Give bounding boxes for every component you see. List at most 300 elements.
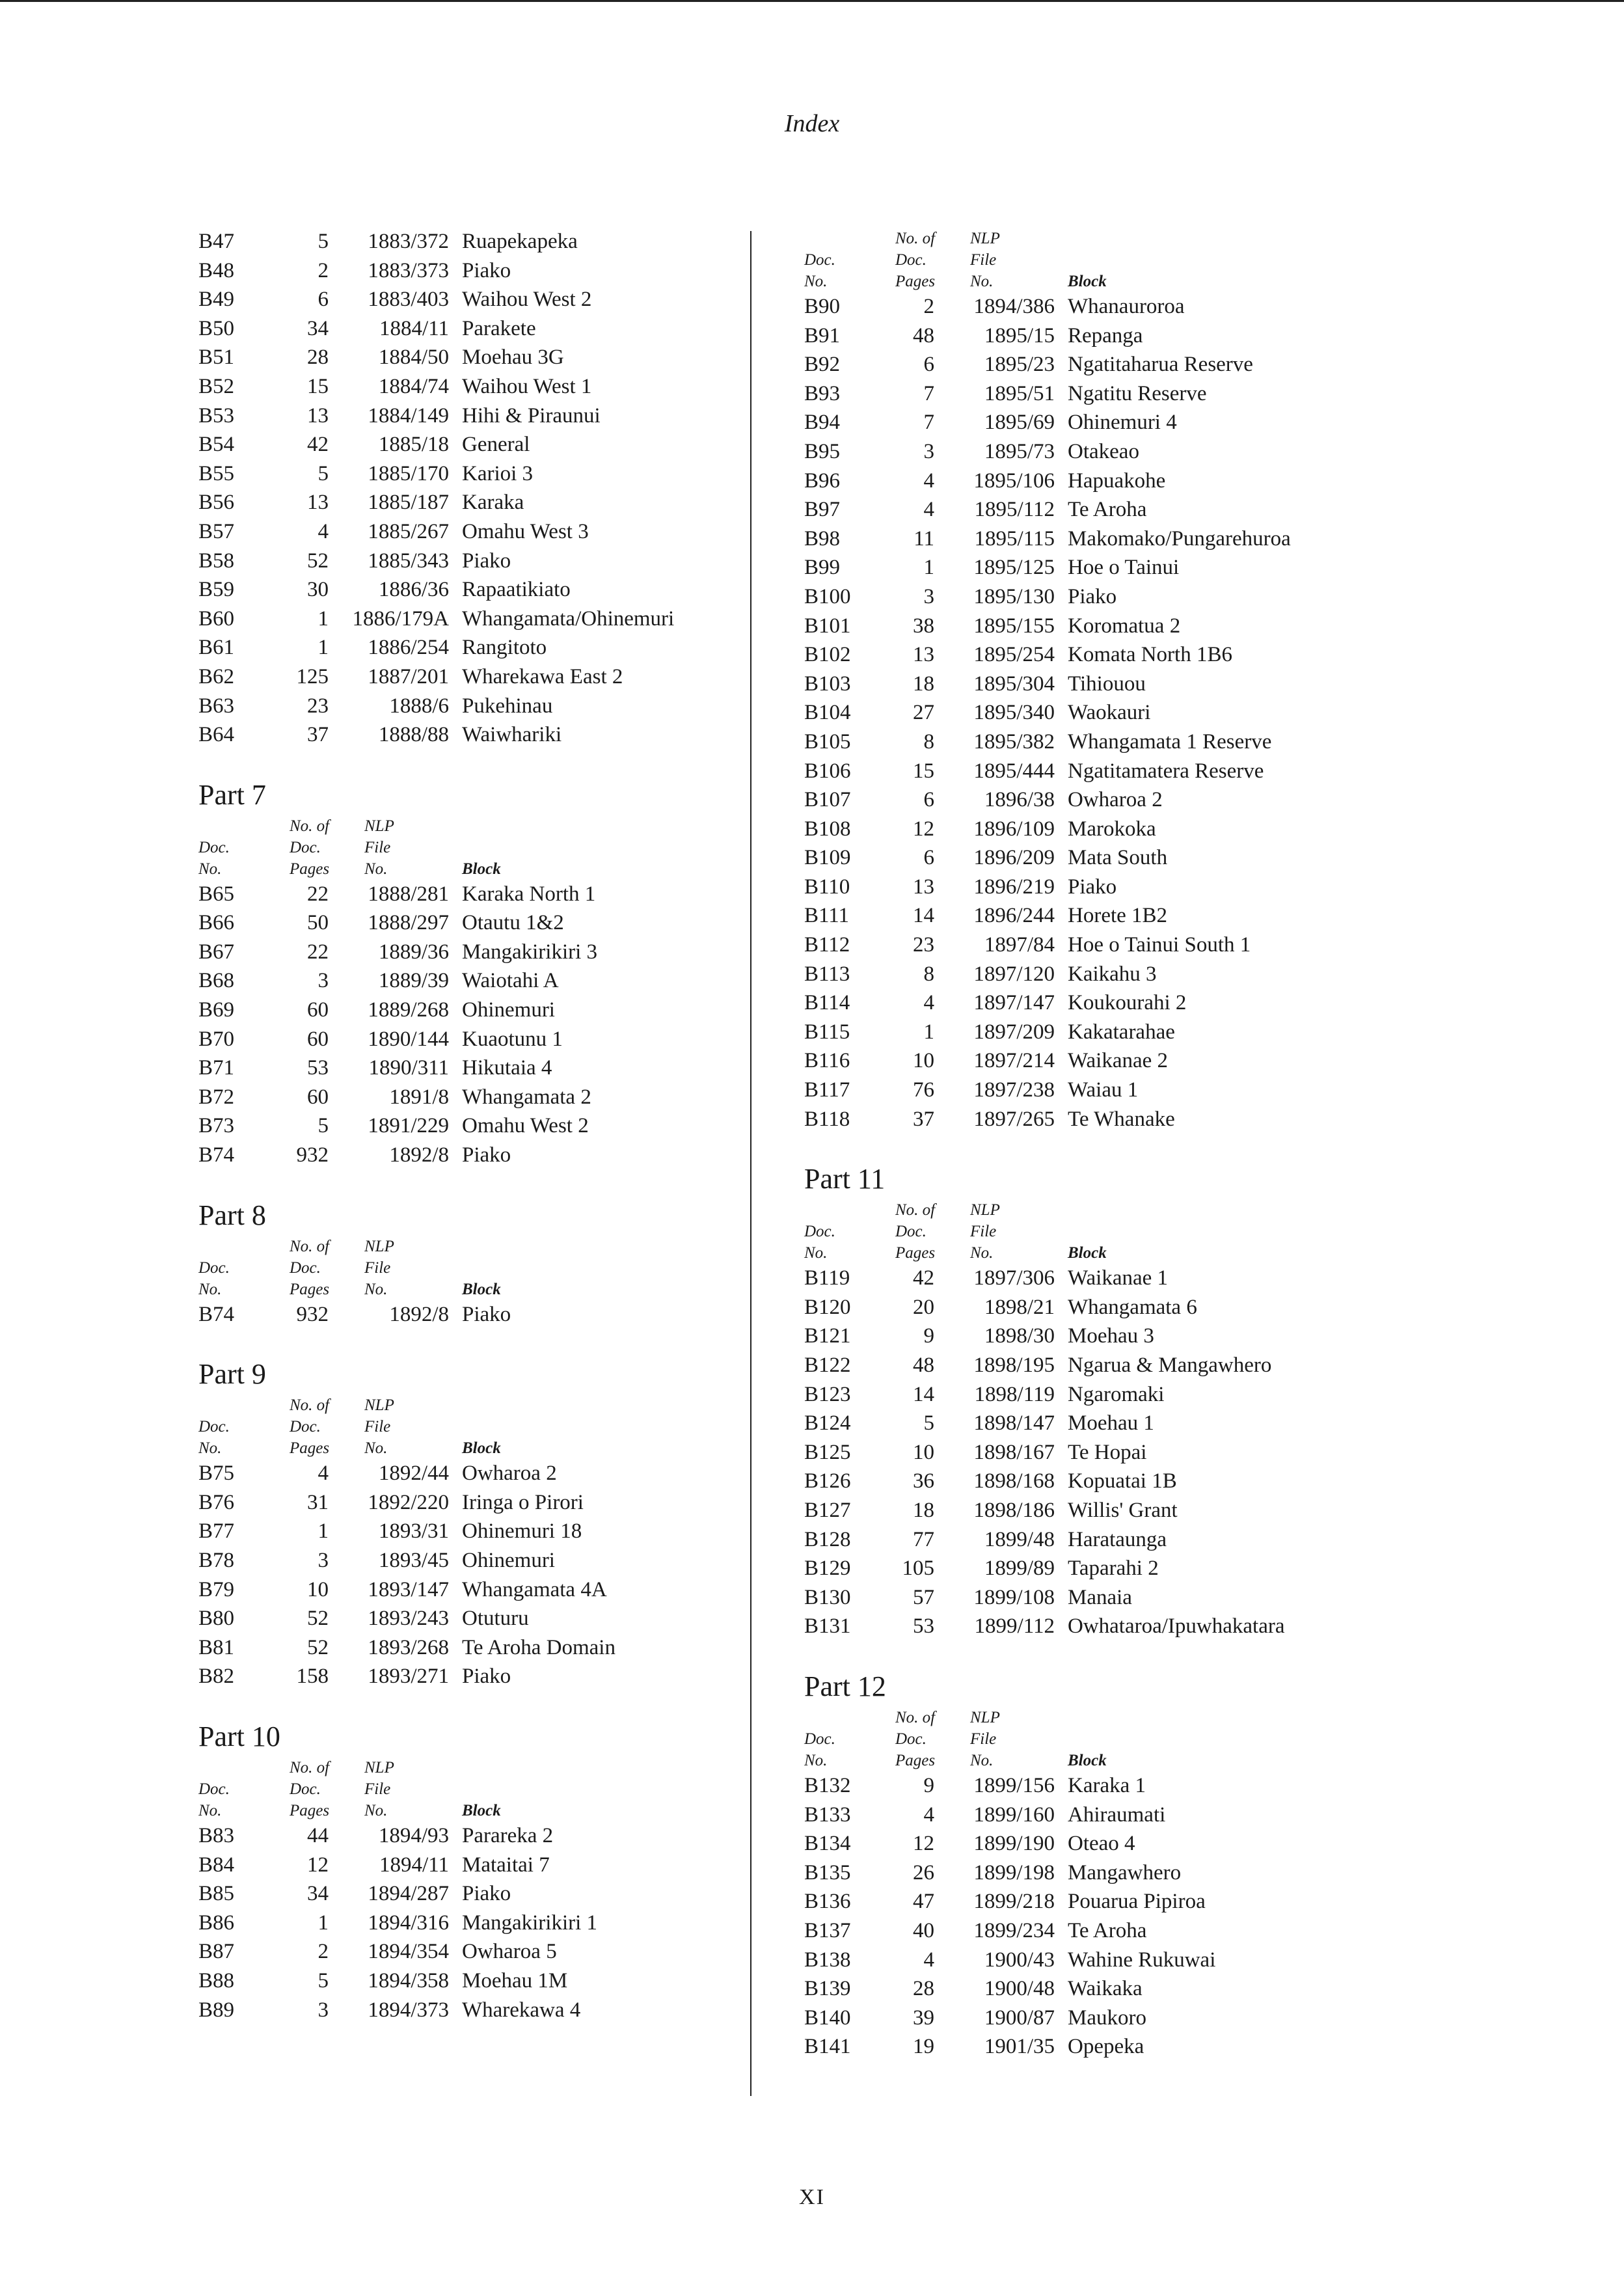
doc-no: B84 [198, 1853, 235, 1877]
header-doc-line: Doc. [198, 838, 230, 856]
table-row [198, 1937, 784, 1966]
doc-no: B82 [198, 1665, 235, 1689]
block-name: Te Whanake [1068, 1107, 1175, 1131]
nlp-file-no: 1895/73 [984, 439, 1055, 463]
nlp-file-no: 1894/386 [973, 295, 1055, 318]
block-name: Kaikahu 3 [1068, 962, 1157, 986]
doc-pages: 5 [318, 230, 329, 253]
doc-no: B81 [198, 1635, 235, 1659]
nlp-file-no: 1883/373 [368, 258, 449, 282]
doc-pages: 7 [923, 411, 934, 435]
table-row [804, 1076, 1390, 1105]
block-name: Taparahi 2 [1068, 1557, 1159, 1581]
table-row [804, 1105, 1390, 1134]
doc-pages: 13 [307, 491, 329, 515]
nlp-file-no: 1891/229 [368, 1114, 449, 1138]
doc-pages: 105 [902, 1557, 934, 1581]
table-row [198, 1054, 784, 1083]
table-row [198, 1083, 784, 1112]
doc-no: B83 [198, 1823, 235, 1847]
block-name: Rapaatikiato [462, 578, 571, 602]
column-header [198, 1756, 784, 1821]
block-name: Whanauroroa [1068, 295, 1185, 318]
nlp-file-no: 1896/219 [973, 875, 1055, 899]
table-row [804, 1046, 1390, 1076]
block-name: Kuaotunu 1 [462, 1027, 563, 1051]
doc-pages: 4 [923, 469, 934, 493]
doc-no: B80 [198, 1607, 235, 1631]
block-name: Ngatitu Reserve [1068, 381, 1207, 405]
header-nlp-file-no [970, 228, 1022, 292]
doc-no: B127 [804, 1498, 851, 1522]
block-name: Ohinemuri [462, 998, 555, 1022]
table-row [804, 1801, 1390, 1830]
doc-pages: 19 [913, 2035, 934, 2059]
doc-pages: 15 [913, 759, 934, 783]
header-nlp-file-no [364, 1395, 416, 1459]
column-header [804, 1706, 1390, 1771]
doc-no: B104 [804, 701, 851, 725]
doc-pages: 2 [923, 295, 934, 318]
header-pages-line: No. of [895, 1708, 936, 1726]
doc-no: B73 [198, 1114, 235, 1138]
nlp-file-no: 1898/168 [973, 1469, 1055, 1493]
header-doc-line: Doc. [804, 1730, 835, 1748]
doc-no: B101 [804, 614, 851, 638]
doc-pages: 30 [307, 578, 329, 602]
block-name: Karaka 1 [1068, 1773, 1146, 1797]
table-row [198, 1604, 784, 1633]
doc-no: B138 [804, 1948, 851, 1972]
nlp-file-no: 1895/340 [973, 701, 1055, 725]
table-row [198, 720, 784, 750]
nlp-file-no: 1899/234 [973, 1918, 1055, 1942]
nlp-file-no: 1883/372 [368, 230, 449, 253]
header-file-line: File [364, 838, 391, 856]
doc-no: B137 [804, 1918, 851, 1942]
header-nlp-file-no [364, 815, 416, 880]
table-row [804, 467, 1390, 496]
block-name: Waiau 1 [1068, 1078, 1139, 1102]
header-pages-line: Doc. [895, 1223, 927, 1241]
doc-no: B78 [198, 1549, 235, 1572]
block-name: Ngaromaki [1068, 1382, 1165, 1406]
doc-no: B88 [198, 1968, 235, 1993]
doc-no: B62 [198, 664, 235, 688]
table-row [804, 379, 1390, 409]
nlp-file-no: 1893/147 [368, 1577, 449, 1601]
nlp-file-no: 1885/343 [368, 549, 449, 573]
doc-no: B106 [804, 759, 851, 783]
table-row [804, 901, 1390, 931]
index-column-right [804, 227, 1390, 2061]
block-name: Kakatarahae [1068, 1020, 1175, 1044]
block-name: Marokoka [1068, 817, 1156, 841]
doc-no: B123 [804, 1382, 851, 1406]
doc-pages: 9 [923, 1324, 934, 1348]
header-pages-line: No. of [895, 230, 936, 247]
doc-no: B53 [198, 403, 235, 428]
doc-pages: 4 [318, 1462, 329, 1486]
doc-pages: 3 [923, 584, 934, 608]
header-file-line: No. [364, 860, 388, 878]
table-row [804, 495, 1390, 524]
doc-pages: 48 [913, 1354, 934, 1377]
nlp-file-no: 1900/43 [984, 1948, 1055, 1972]
nlp-file-no: 1898/119 [974, 1382, 1055, 1406]
header-doc-line: No. [804, 1751, 828, 1769]
header-file-line: NLP [364, 1237, 394, 1255]
table-row [198, 459, 784, 489]
table-row [198, 692, 784, 721]
block-name: Whangamata 6 [1068, 1295, 1197, 1319]
nlp-file-no: 1895/23 [984, 353, 1055, 377]
nlp-file-no: 1888/297 [368, 911, 449, 935]
table-row [804, 1467, 1390, 1496]
block-name: Harataunga [1068, 1527, 1167, 1551]
block-name: Karioi 3 [462, 461, 534, 485]
doc-pages: 60 [307, 1027, 329, 1051]
header-pages-line: Doc. [290, 1259, 321, 1277]
doc-pages: 52 [307, 1635, 329, 1659]
table-row [804, 1916, 1390, 1946]
table-row [804, 2032, 1390, 2061]
doc-no: B52 [198, 374, 235, 398]
table-row [804, 1293, 1390, 1322]
doc-pages: 52 [307, 549, 329, 573]
doc-pages: 42 [307, 433, 329, 457]
nlp-file-no: 1883/403 [368, 288, 449, 312]
doc-pages: 22 [307, 882, 329, 906]
nlp-file-no: 1899/156 [973, 1773, 1055, 1797]
doc-no: B102 [804, 643, 851, 667]
doc-no: B79 [198, 1577, 235, 1601]
nlp-file-no: 1894/316 [368, 1911, 449, 1935]
block-name: Makomako/Pungarehuroa [1068, 526, 1291, 551]
doc-no: B132 [804, 1773, 851, 1797]
doc-no: B126 [804, 1469, 851, 1493]
doc-no: B122 [804, 1354, 851, 1377]
doc-no: B134 [804, 1832, 851, 1856]
doc-pages: 39 [913, 2006, 934, 2030]
header-doc-line: Doc. [198, 1259, 230, 1277]
block-name: Omahu West 3 [462, 519, 589, 543]
doc-pages: 53 [307, 1056, 329, 1080]
doc-no: B85 [198, 1882, 235, 1906]
block-name: Waikanae 1 [1068, 1266, 1169, 1290]
part-section [804, 1667, 1390, 2061]
header-file-line: No. [970, 1244, 994, 1262]
header-nlp-file-no [970, 1199, 1022, 1264]
table-row [198, 908, 784, 938]
nlp-file-no: 1897/214 [973, 1049, 1055, 1073]
block-name: Karaka North 1 [462, 882, 596, 906]
table-row [198, 1459, 784, 1488]
table-row [198, 1966, 784, 1996]
header-file-line: NLP [364, 817, 394, 835]
table-row [804, 931, 1390, 960]
part-title: Part 9 [198, 1358, 266, 1391]
table-row [198, 430, 784, 459]
header-block: Block [1068, 1751, 1107, 1769]
nlp-file-no: 1888/6 [389, 694, 449, 718]
doc-pages: 4 [923, 498, 934, 522]
header-doc-line: No. [804, 1244, 828, 1262]
header-block: Block [462, 860, 501, 878]
table-row [804, 1351, 1390, 1380]
doc-pages: 44 [307, 1823, 329, 1847]
block-name: Mataitai 7 [462, 1853, 550, 1877]
doc-pages: 8 [923, 962, 934, 986]
doc-pages: 28 [913, 1977, 934, 2001]
doc-pages: 60 [307, 998, 329, 1022]
nlp-file-no: 1894/358 [368, 1968, 449, 1993]
table-row [198, 575, 784, 605]
table-row [198, 1909, 784, 1938]
doc-no: B124 [804, 1411, 851, 1436]
header-file-line: File [970, 251, 997, 269]
header-pages-line: Pages [895, 1751, 936, 1769]
nlp-file-no: 1894/373 [368, 1998, 449, 2022]
page-title: Index [784, 110, 840, 137]
block-name: Waikanae 2 [1068, 1049, 1169, 1073]
nlp-file-no: 1901/35 [984, 2035, 1055, 2059]
table-row [198, 227, 784, 256]
block-name: Hihi & Piraunui [462, 403, 601, 428]
doc-no: B97 [804, 498, 841, 522]
header-doc-pages [290, 1757, 335, 1821]
table-row [804, 670, 1390, 699]
block-name: Waikaka [1068, 1977, 1143, 2001]
block-name: Te Aroha [1068, 1918, 1147, 1942]
doc-pages: 5 [318, 1968, 329, 1993]
table-row [804, 1322, 1390, 1351]
nlp-file-no: 1894/354 [368, 1940, 449, 1964]
nlp-file-no: 1895/125 [973, 556, 1055, 580]
block-name: Parareka 2 [462, 1823, 554, 1847]
doc-pages: 77 [913, 1527, 934, 1551]
header-block: Block [462, 1439, 501, 1458]
nlp-file-no: 1899/48 [984, 1527, 1055, 1551]
nlp-file-no: 1899/190 [973, 1832, 1055, 1856]
column-header [804, 227, 1390, 292]
header-file-line: No. [364, 1280, 388, 1298]
block-name: Owhataroa/Ipuwhakatara [1068, 1614, 1285, 1639]
block-name: Koukourahi 2 [1068, 991, 1187, 1015]
block-name: Piako [462, 549, 511, 573]
nlp-file-no: 1896/109 [973, 817, 1055, 841]
table-row [804, 292, 1390, 321]
doc-no: B61 [198, 636, 235, 660]
block-name: Omahu West 2 [462, 1114, 589, 1138]
header-file-line: No. [364, 1439, 388, 1458]
header-doc-pages [290, 815, 335, 880]
header-doc-line: No. [198, 1280, 222, 1298]
doc-pages: 36 [913, 1469, 934, 1493]
header-doc-line: No. [198, 860, 222, 878]
doc-pages: 1 [318, 636, 329, 660]
nlp-file-no: 1897/238 [973, 1078, 1055, 1102]
block-name: Koromatua 2 [1068, 614, 1181, 638]
nlp-file-no: 1897/84 [984, 933, 1055, 957]
doc-pages: 4 [923, 1803, 934, 1827]
doc-no: B109 [804, 846, 851, 870]
doc-pages: 23 [307, 694, 329, 718]
doc-no: B112 [804, 933, 850, 957]
table-row [804, 582, 1390, 612]
doc-pages: 52 [307, 1607, 329, 1631]
doc-pages: 27 [913, 701, 934, 725]
doc-pages: 4 [923, 991, 934, 1015]
nlp-file-no: 1899/198 [973, 1860, 1055, 1885]
doc-no: B64 [198, 723, 235, 747]
doc-no: B54 [198, 433, 235, 457]
table-row [198, 605, 784, 634]
doc-pages: 48 [913, 323, 934, 347]
block-name: Otautu 1&2 [462, 911, 564, 935]
block-name: Mata South [1068, 846, 1168, 870]
doc-no: B121 [804, 1324, 851, 1348]
doc-no: B95 [804, 439, 841, 463]
table-row [198, 343, 784, 372]
header-pages-line: No. of [290, 1396, 330, 1415]
header-doc-no [804, 249, 835, 292]
header-pages-line: No. of [290, 817, 330, 835]
block-name: Oteao 4 [1068, 1832, 1135, 1856]
doc-no: B86 [198, 1911, 235, 1935]
part-section [804, 1160, 1390, 1641]
doc-pages: 34 [307, 316, 329, 340]
doc-pages: 76 [913, 1078, 934, 1102]
nlp-file-no: 1895/130 [973, 584, 1055, 608]
table-row [804, 1829, 1390, 1858]
table-row [804, 1946, 1390, 1975]
doc-pages: 15 [307, 374, 329, 398]
block-name: Hoe o Tainui [1068, 556, 1180, 580]
doc-pages: 4 [318, 519, 329, 543]
block-name: Maukoro [1068, 2006, 1146, 2030]
header-doc-no [198, 1416, 230, 1459]
nlp-file-no: 1896/38 [984, 788, 1055, 812]
block-name: Tihiouou [1068, 672, 1146, 696]
doc-no: B51 [198, 346, 235, 370]
doc-no: B47 [198, 230, 235, 253]
doc-no: B93 [804, 381, 841, 405]
table-row [804, 757, 1390, 786]
table-row [198, 1488, 784, 1517]
doc-pages: 38 [913, 614, 934, 638]
nlp-file-no: 1895/106 [973, 469, 1055, 493]
table-row [804, 988, 1390, 1018]
doc-no: B129 [804, 1557, 851, 1581]
doc-no: B117 [804, 1078, 850, 1102]
doc-pages: 12 [913, 1832, 934, 1856]
doc-pages: 57 [913, 1585, 934, 1609]
block-name: Piako [462, 1882, 511, 1906]
table-row [804, 437, 1390, 467]
doc-no: B136 [804, 1890, 851, 1914]
header-file-line: No. [970, 273, 994, 290]
nlp-file-no: 1894/287 [368, 1882, 449, 1906]
nlp-file-no: 1885/267 [368, 519, 449, 543]
doc-no: B49 [198, 288, 235, 312]
part-section [198, 1196, 784, 1329]
block-name: Ngarua & Mangawhero [1068, 1354, 1272, 1377]
block-name: Owharoa 2 [1068, 788, 1163, 812]
table-row [804, 1264, 1390, 1293]
table-row [804, 640, 1390, 670]
nlp-file-no: 1889/36 [378, 940, 449, 964]
doc-no: B116 [804, 1049, 850, 1073]
doc-no: B125 [804, 1440, 851, 1464]
doc-pages: 2 [318, 258, 329, 282]
doc-pages: 22 [307, 940, 329, 964]
block-name: Piako [462, 1665, 511, 1689]
table-row [198, 1546, 784, 1575]
block-name: Piako [1068, 875, 1117, 899]
nlp-file-no: 1892/8 [389, 1302, 449, 1326]
header-file-line: NLP [364, 1758, 394, 1776]
header-doc-line: Doc. [804, 251, 835, 269]
block-name: Pukehinau [462, 694, 553, 718]
table-row [804, 1525, 1390, 1555]
nlp-file-no: 1889/268 [368, 998, 449, 1022]
nlp-file-no: 1886/36 [378, 578, 449, 602]
doc-no: B99 [804, 556, 841, 580]
doc-pages: 40 [913, 1918, 934, 1942]
block-name: Waihou West 1 [462, 374, 592, 398]
nlp-file-no: 1895/304 [973, 672, 1055, 696]
header-pages-line: No. of [895, 1201, 936, 1219]
block-name: Ngatitaharua Reserve [1068, 353, 1253, 377]
doc-no: B50 [198, 316, 235, 340]
table-row [804, 1887, 1390, 1916]
doc-no: B91 [804, 323, 841, 347]
doc-pages: 1 [318, 1911, 329, 1935]
part-section [198, 227, 784, 750]
nlp-file-no: 1892/44 [378, 1462, 449, 1486]
block-name: Otakeao [1068, 439, 1139, 463]
header-pages-line: No. of [290, 1237, 330, 1255]
doc-pages: 50 [307, 911, 329, 935]
nlp-file-no: 1895/112 [974, 498, 1055, 522]
header-doc-line: No. [198, 1801, 222, 1819]
part-section [804, 227, 1390, 1134]
nlp-file-no: 1893/31 [378, 1519, 449, 1544]
header-file-line: File [970, 1730, 997, 1748]
doc-pages: 5 [923, 1411, 934, 1436]
table-row [804, 2004, 1390, 2033]
nlp-file-no: 1884/50 [378, 346, 449, 370]
header-doc-no [198, 1257, 230, 1300]
doc-no: B111 [804, 904, 850, 928]
nlp-file-no: 1895/115 [974, 526, 1055, 551]
table-row [198, 1996, 784, 2025]
nlp-file-no: 1897/147 [973, 991, 1055, 1015]
column-header [198, 815, 784, 880]
block-name: Kopuatai 1B [1068, 1469, 1177, 1493]
doc-pages: 7 [923, 381, 934, 405]
header-doc-no [804, 1221, 835, 1264]
block-name: Wahine Rukuwai [1068, 1948, 1216, 1972]
header-file-line: File [364, 1259, 391, 1277]
doc-pages: 23 [913, 933, 934, 957]
doc-no: B100 [804, 584, 851, 608]
block-name: Piako [462, 258, 511, 282]
nlp-file-no: 1893/268 [368, 1635, 449, 1659]
block-name: Moehau 3 [1068, 1324, 1154, 1348]
nlp-file-no: 1899/218 [973, 1890, 1055, 1914]
